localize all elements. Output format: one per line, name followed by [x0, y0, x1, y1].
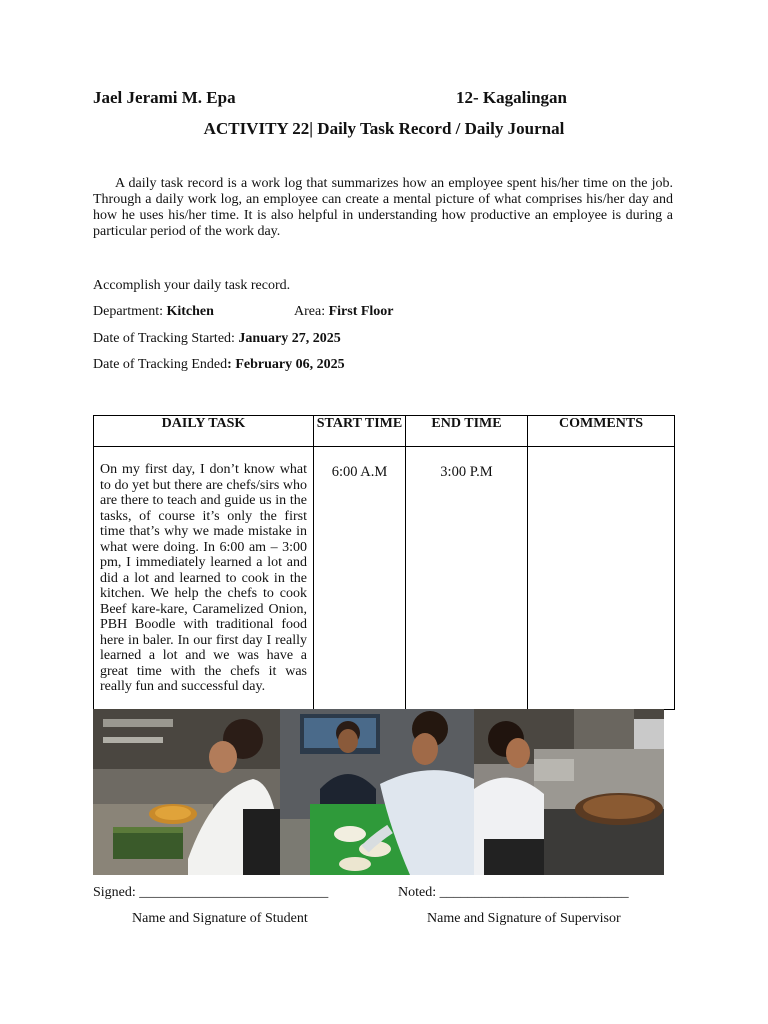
signed-line: Signed: ___________________________: [93, 885, 329, 900]
task-cell: [94, 447, 314, 710]
tracking-start-line: [93, 331, 341, 347]
task-description: On my first day, I don’t know what to do yet but there are chefs/sirs who are there to teach and guide us in the tasks, of course it’s only the first time that’s why we made mistake in what were doing. In 6:00 am – 3:00 pm, I immediately learned a lot and did a lot and learned to cook in the kitchen. We help the chefs to cook Beef kare-kare, Caramelized Onion, PBH Boodle with traditional food here in baler. In our first day I really learned a lot and we was have a great time with the chefs it was really fun and successful day.: [100, 462, 307, 694]
kitchen-photos: [93, 709, 664, 875]
tracking-start-value: January 27, 2025: [238, 331, 341, 346]
photo-student-at-stove: [474, 709, 664, 875]
table-header-row: [94, 416, 675, 447]
header-daily-task: DAILY TASK: [94, 416, 314, 447]
tracking-end-value: : February 06, 2025: [227, 357, 345, 372]
supervisor-signature-caption: Name and Signature of Supervisor: [427, 911, 621, 926]
header-end-time: END TIME: [406, 416, 528, 447]
comments-cell: [528, 447, 675, 710]
tracking-end-line: [93, 357, 345, 373]
start-time-value: 6:00 A.M: [331, 464, 388, 480]
start-time-cell: [314, 447, 406, 710]
end-time-cell: [406, 447, 528, 710]
area-label: Area:: [294, 304, 329, 319]
instructions: Accomplish your daily task record.: [93, 278, 291, 293]
table-row: [94, 447, 675, 710]
student-name: Jael Jerami M. Epa: [93, 88, 236, 107]
page-title: [0, 119, 768, 139]
department-label: Department:: [93, 304, 167, 319]
department-value: Kitchen: [166, 304, 214, 319]
header-comments: COMMENTS: [528, 416, 675, 447]
student-signature-caption: Name and Signature of Student: [132, 911, 308, 926]
tracking-start-label: Date of Tracking Started:: [93, 331, 239, 346]
area-line: [294, 304, 394, 320]
photo-student-at-counter: [93, 709, 280, 875]
department-line: [93, 304, 214, 320]
task-table: [93, 415, 675, 710]
noted-line: Noted: ___________________________: [398, 885, 629, 900]
intro-paragraph: A daily task record is a work log that summarizes how an employee spent his/her time on the job. Through a daily work log, an employee can create a mental picture of what comprises his/her day and how he uses his/her time. It is also helpful in understanding how productive an employee is during a particular period of the work day.: [93, 176, 673, 239]
end-time-value: 3:00 P.M: [440, 464, 493, 480]
photo-student-wrapping-food: [280, 709, 474, 875]
page-title-text: ACTIVITY 22| Daily Task Record / Daily Journal: [203, 119, 565, 138]
section-name: 12- Kagalingan: [456, 88, 567, 107]
area-value: First Floor: [328, 304, 394, 319]
header-start-time: START TIME: [314, 416, 406, 447]
tracking-end-label: Date of Tracking Ended: [93, 357, 228, 372]
